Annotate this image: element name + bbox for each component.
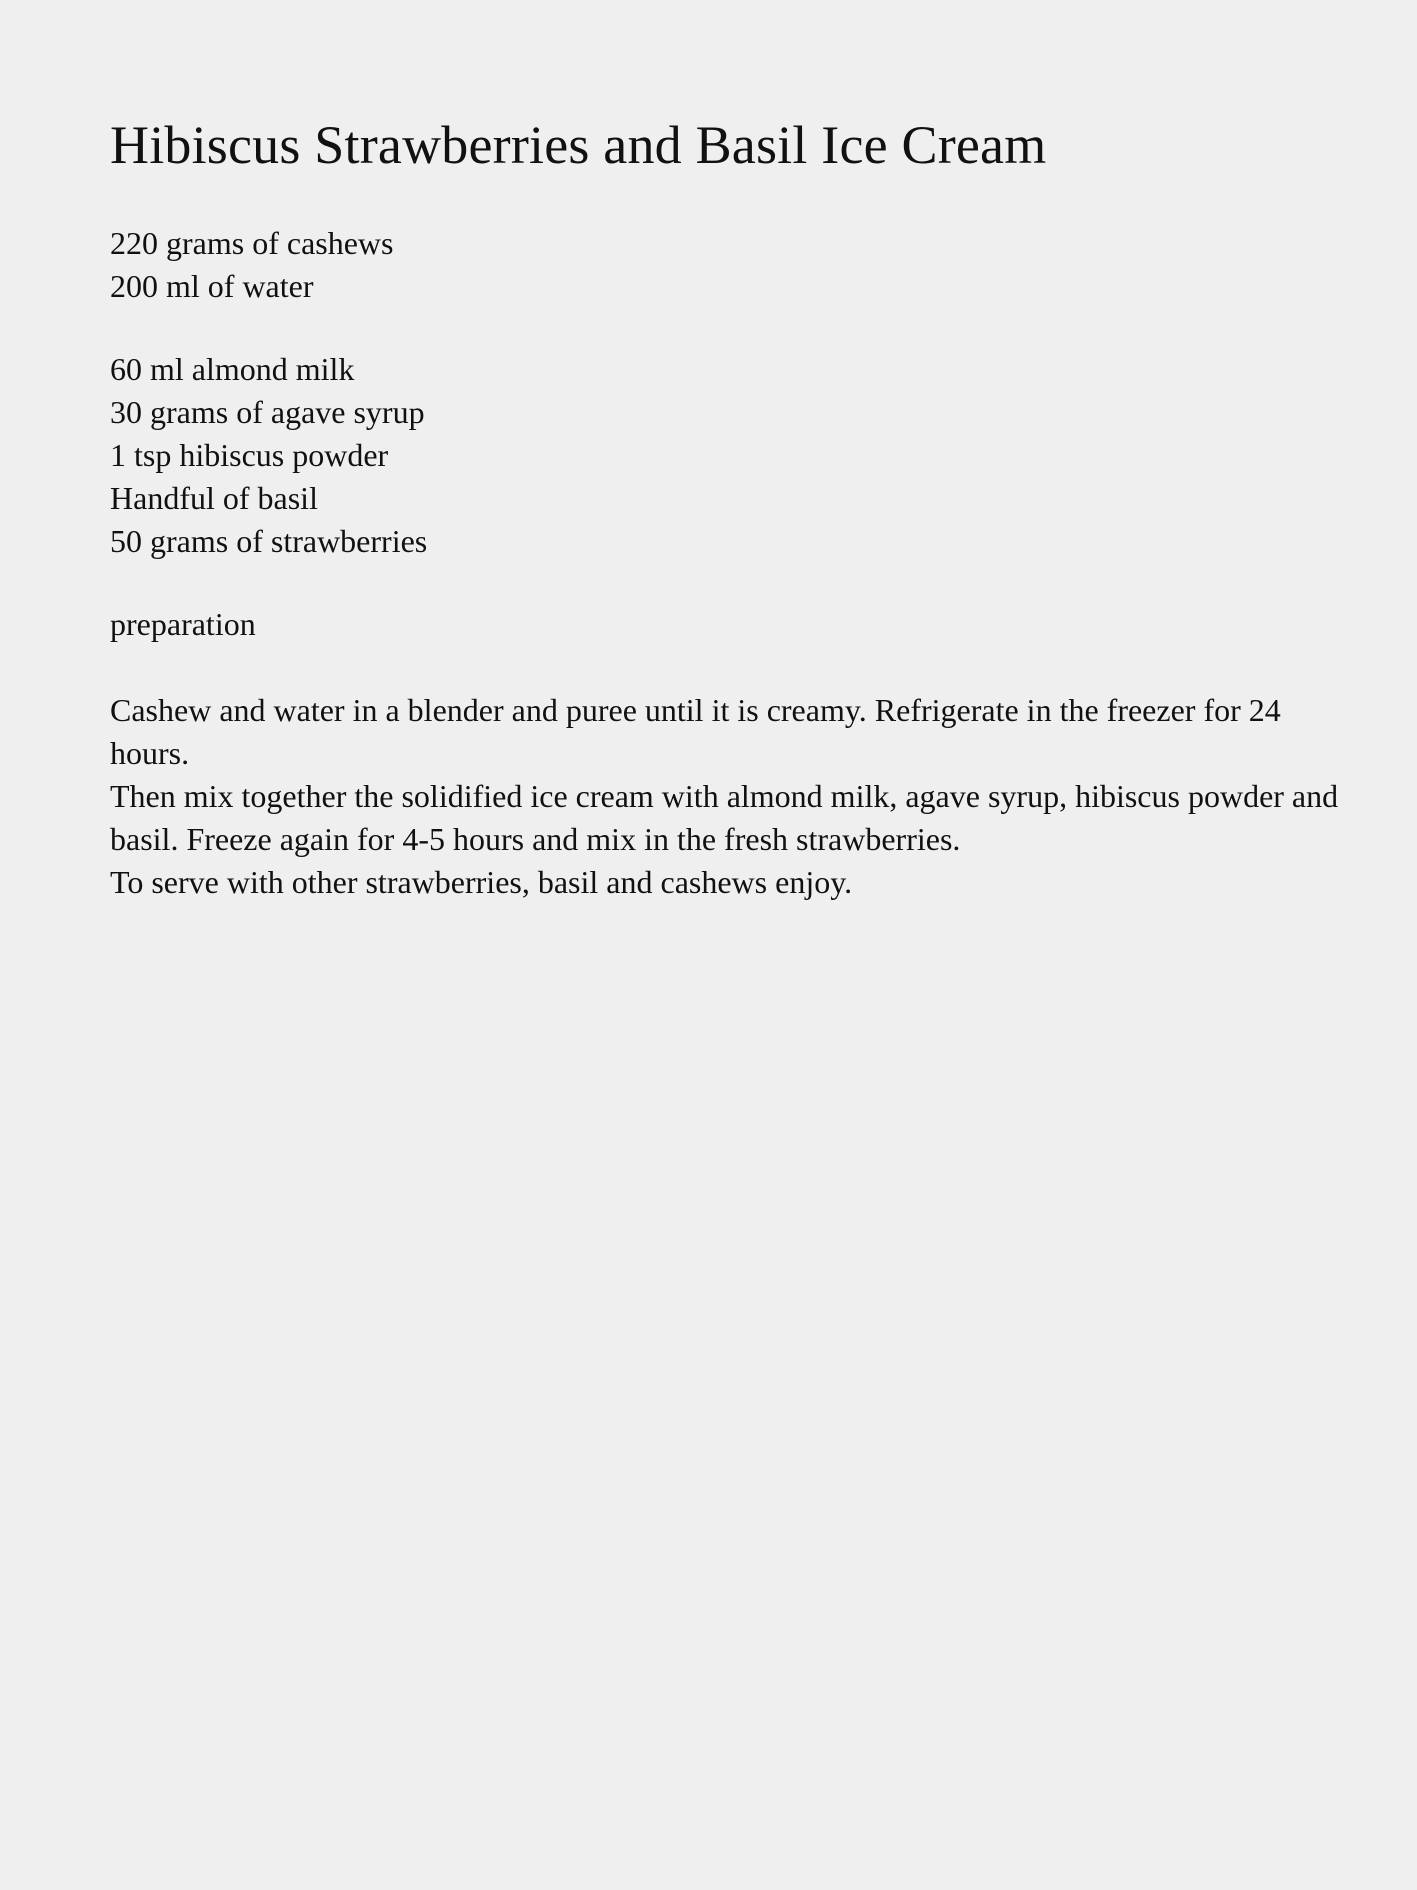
ingredient-item: 30 grams of agave syrup bbox=[110, 394, 425, 430]
ingredient-item: Handful of basil bbox=[110, 480, 318, 516]
ingredient-group-flavor bbox=[110, 348, 1340, 563]
ingredient-group-base bbox=[110, 222, 1340, 308]
preparation-paragraph: To serve with other strawberries, basil and cashews enjoy. bbox=[110, 864, 853, 900]
preparation-text bbox=[110, 689, 1340, 904]
ingredients-section bbox=[110, 222, 1340, 563]
ingredient-item: 220 grams of cashews bbox=[110, 225, 394, 261]
recipe-title: Hibiscus Strawberries and Basil Ice Cream bbox=[110, 115, 1047, 175]
preparation-heading: preparation bbox=[110, 606, 256, 642]
ingredient-item: 1 tsp hibiscus powder bbox=[110, 437, 389, 473]
ingredient-item: 50 grams of strawberries bbox=[110, 523, 428, 559]
preparation-paragraph: Cashew and water in a blender and puree until it is creamy. Refrigerate in the freezer for 24 hours. bbox=[110, 692, 1281, 771]
ingredient-item: 60 ml almond milk bbox=[110, 351, 355, 387]
ingredient-item: 200 ml of water bbox=[110, 268, 314, 304]
recipe-document bbox=[110, 112, 1340, 904]
preparation-paragraph: Then mix together the solidified ice cream with almond milk, agave syrup, hibiscus powder and basil. Freeze again for 4-5 hours and mix in the fresh strawberries. bbox=[110, 778, 1339, 857]
